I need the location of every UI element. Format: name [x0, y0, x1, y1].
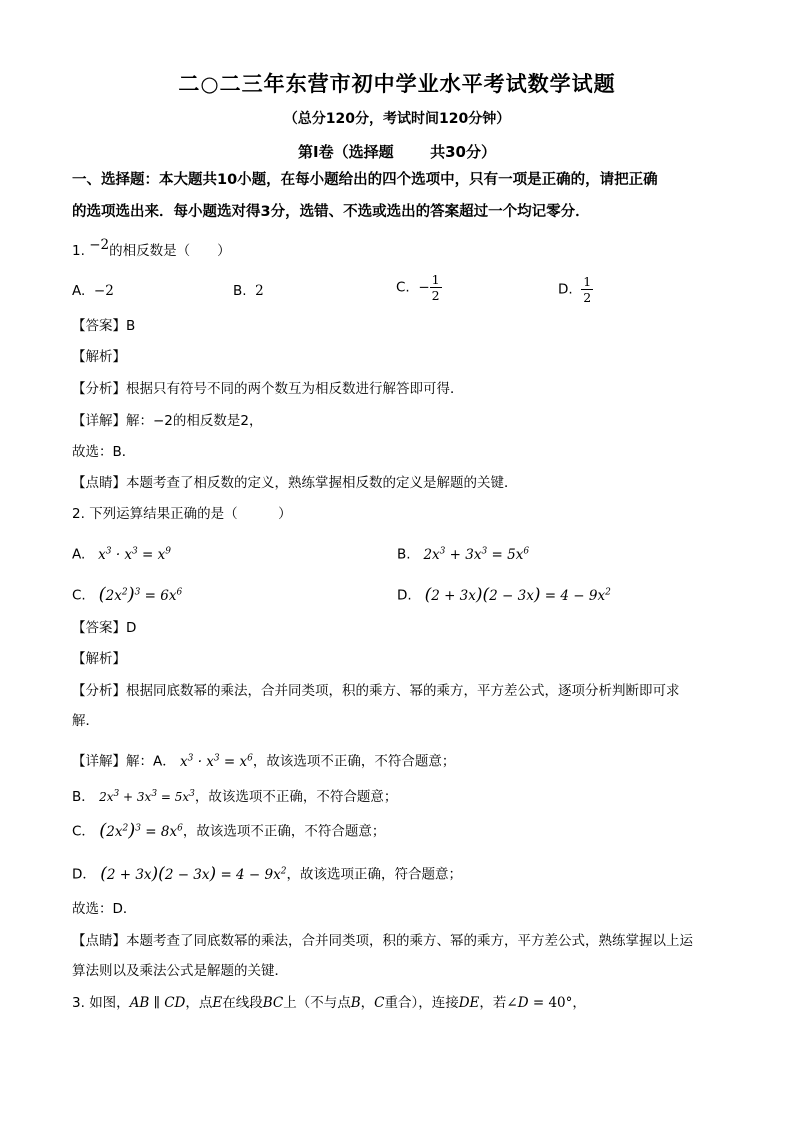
question-number: 1. [72, 243, 85, 259]
math-expression: DE [458, 995, 480, 1011]
option-label: C. [396, 279, 410, 296]
question-3-stem [72, 993, 732, 1013]
detail-line-b [72, 784, 732, 807]
option-label: D. [558, 281, 573, 298]
comment-text: 本题考查了同底数幂的乘法，合并同类项，积的乘方、幂的乘方，平方差公式，熟练掌握以上运 [126, 933, 693, 949]
detail-text: 解：−2的相反数是2， [126, 413, 263, 429]
answer-line [72, 618, 732, 638]
section-line-2: 的选项选出来．每小题选对得3分，选错、不选或选出的答案超过一个均记零分． [72, 204, 590, 220]
option-b [233, 281, 264, 301]
math-expression: $(2x^2)^3 = 8x^6$ [99, 819, 183, 841]
math-expression: = 40° [528, 995, 573, 1011]
math-expression: −2 [89, 237, 110, 253]
question-2-stem [72, 504, 732, 524]
answer-line [72, 316, 732, 336]
detail-line-d [72, 861, 732, 885]
option-a [72, 281, 114, 301]
detail-line-c [72, 818, 732, 842]
math-expression: $(2 + 3x)(2 - 3x) = 4 - 9x^2$ [424, 584, 611, 605]
answer-tag: 【答案】 [72, 620, 126, 636]
question-text: 上（不与点 [283, 995, 351, 1011]
option-d [558, 274, 593, 305]
comment-line [72, 931, 732, 951]
analysis-tag: 【分析】 [72, 683, 126, 699]
question-text: 在线段 [222, 995, 263, 1011]
answer-value: B [126, 318, 136, 334]
comment-line [72, 473, 732, 493]
detail-text: ，故该选项不正确，不符合题意； [194, 789, 398, 805]
comment-tag: 【点睛】 [72, 933, 126, 949]
option-sign: − [418, 279, 430, 296]
fraction-numerator: 1 [583, 274, 592, 289]
math-expression: $2x^3 + 3x^3 = 5x^3$ [99, 789, 195, 804]
detail-prefix: B． [72, 789, 95, 805]
question-text: ， [572, 995, 586, 1011]
question-text: 如图， [89, 995, 130, 1011]
analysis-line [72, 379, 732, 399]
question-text: ，点 [185, 995, 213, 1011]
fraction [430, 272, 442, 303]
detail-tag: 【详解】 [72, 413, 126, 429]
question-text: ， [360, 995, 375, 1011]
parallel-symbol: ∥ [149, 995, 165, 1011]
detail-text: ，故该选项正确，符合题意； [286, 866, 462, 883]
volume-heading: 第Ⅰ卷（选择题 共30分） [297, 143, 496, 161]
math-expression: CD [164, 995, 186, 1011]
math-expression: $x^3 \cdot x^3 = x^9$ [98, 546, 172, 563]
exam-info: （总分120分，考试时间120分钟） [283, 111, 511, 127]
detail-prefix: D． [72, 866, 96, 883]
option-label: C. [72, 587, 86, 604]
detail-tag: 【详解】 [72, 753, 126, 770]
math-expression: D [517, 995, 529, 1011]
answer-value: D [126, 620, 137, 636]
math-expression: $(2 + 3x)(2 - 3x) = 4 - 9x^2$ [100, 863, 287, 884]
detail-text: ，故该选项不正确，不符合题意； [252, 753, 456, 770]
comment-tag: 【点睛】 [72, 475, 126, 491]
question-text: ，若 [479, 995, 507, 1011]
detail-line [72, 411, 732, 431]
math-expression: B [350, 995, 361, 1011]
option-d [397, 582, 611, 606]
analysis-line-2: 解． [72, 713, 99, 729]
math-expression: $(2x^2)^3 = 6x^6$ [98, 583, 183, 605]
question-text: 下列运算结果正确的是（ ） [89, 506, 292, 522]
page-title: 二○二三年东营市初中学业水平考试数学试题 [178, 72, 616, 96]
fraction [581, 274, 593, 305]
analysis-heading: 【解析】 [72, 349, 126, 365]
question-number: 2. [72, 506, 85, 522]
analysis-tag: 【分析】 [72, 381, 126, 397]
answer-tag: 【答案】 [72, 318, 126, 334]
choice-line: 故选：B． [72, 444, 136, 460]
math-expression: AB [129, 995, 150, 1011]
comment-line-2: 算法则以及乘法公式是解题的关键． [72, 963, 288, 979]
analysis-heading: 【解析】 [72, 651, 126, 667]
detail-line-a [72, 748, 732, 772]
option-value: −2 [93, 283, 114, 299]
option-c [72, 582, 182, 606]
angle-symbol: ∠ [506, 995, 518, 1011]
question-text: 重合），连接 [384, 995, 459, 1011]
choice-line: 故选：D． [72, 901, 137, 917]
section-line-1: 一、选择题：本大题共10小题，在每小题给出的四个选项中，只有一项是正确的，请把正确 [72, 172, 658, 188]
option-c [396, 272, 442, 303]
option-a [72, 541, 171, 565]
math-expression: E [212, 995, 223, 1011]
option-label: B. [397, 546, 411, 563]
option-label: A. [72, 283, 86, 299]
analysis-text: 根据只有符号不同的两个数互为相反数进行解答即可得． [126, 381, 464, 397]
fraction-numerator: 1 [431, 272, 440, 287]
question-1-stem [72, 237, 732, 261]
option-value: 2 [255, 283, 264, 299]
detail-prefix: C． [72, 823, 95, 840]
section-instructions [72, 164, 732, 228]
option-b [397, 541, 529, 565]
analysis-text: 根据同底数幂的乘法，合并同类项，积的乘方、幂的乘方，平方差公式，逐项分析判断即可求 [126, 683, 680, 699]
fraction-denominator: 2 [583, 290, 592, 305]
option-label: B. [233, 283, 247, 299]
question-text: 的相反数是（ ） [109, 243, 231, 259]
math-expression: $2x^3 + 3x^3 = 5x^6$ [423, 546, 530, 563]
detail-prefix: 解：A． [126, 753, 176, 770]
detail-text: ，故该选项不正确，不符合题意； [182, 823, 386, 840]
comment-text: 本题考查了相反数的定义，熟练掌握相反数的定义是解题的关键． [126, 475, 518, 491]
analysis-line [72, 681, 732, 701]
fraction-denominator: 2 [431, 288, 440, 303]
math-expression: $x^3 \cdot x^3 = x^6$ [180, 753, 253, 770]
option-label: A. [72, 546, 86, 563]
question-number: 3. [72, 995, 85, 1011]
option-label: D. [397, 587, 412, 604]
math-expression: C [374, 995, 385, 1011]
math-expression: BC [262, 995, 284, 1011]
